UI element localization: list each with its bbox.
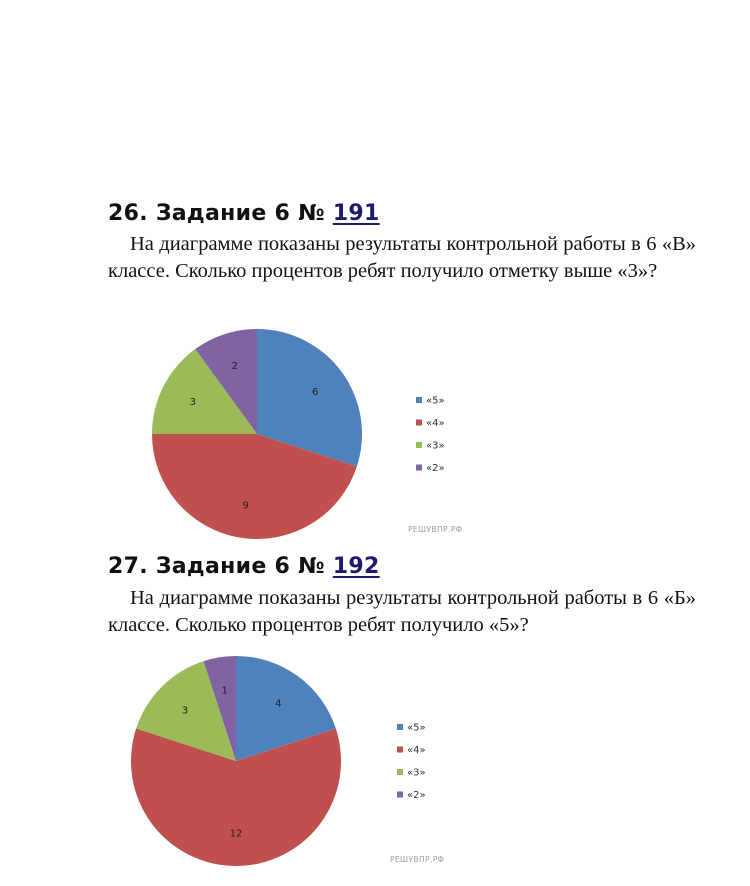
task-heading-prefix: 27. Задание 6 № xyxy=(108,554,333,579)
slice-value-label: 2 xyxy=(231,361,238,372)
legend-swatch xyxy=(397,769,403,775)
legend-label: «5» xyxy=(407,722,426,734)
pie-chart xyxy=(0,326,750,536)
task-number-link[interactable]: 192 xyxy=(332,554,380,579)
task-number-link[interactable]: 191 xyxy=(332,201,380,226)
legend-label: «2» xyxy=(426,463,445,474)
legend-label: «2» xyxy=(407,790,426,801)
slice-value-label: 6 xyxy=(312,387,319,399)
task-heading xyxy=(108,554,380,580)
legend-swatch xyxy=(397,724,403,730)
task-heading-prefix: 26. Задание 6 № xyxy=(108,201,333,226)
legend-swatch xyxy=(416,465,422,471)
task-text: На диаграмме показаны результаты контрольной работы в 6 «Б» классе. Сколько процентов ребят получило «5»? xyxy=(108,587,696,636)
slice-value-label: 9 xyxy=(242,500,249,512)
legend-swatch xyxy=(397,792,403,798)
legend-swatch xyxy=(416,397,422,403)
watermark: РЕШУВПР.РФ xyxy=(408,525,463,534)
slice-value-label: 3 xyxy=(181,705,189,717)
slice-value-label: 3 xyxy=(189,396,196,408)
legend-label: «5» xyxy=(426,395,445,407)
task-text: На диаграмме показаны результаты контрольной работы в 6 «В» классе. Сколько процентов ребят получило отметку выше «3»? xyxy=(108,233,696,282)
legend-swatch xyxy=(397,747,403,753)
watermark: РЕШУВПР.РФ xyxy=(390,855,445,864)
legend-label: «4» xyxy=(407,745,426,756)
legend-swatch xyxy=(416,420,422,426)
task-heading xyxy=(108,201,380,227)
slice-value-label: 4 xyxy=(275,698,282,710)
pie-chart xyxy=(0,652,750,878)
slice-value-label: 12 xyxy=(229,828,243,840)
legend-label: «3» xyxy=(407,767,426,779)
legend-label: «3» xyxy=(426,440,445,452)
legend-label: «4» xyxy=(426,418,445,429)
slice-value-label: 1 xyxy=(221,685,228,697)
legend-swatch xyxy=(416,442,422,448)
